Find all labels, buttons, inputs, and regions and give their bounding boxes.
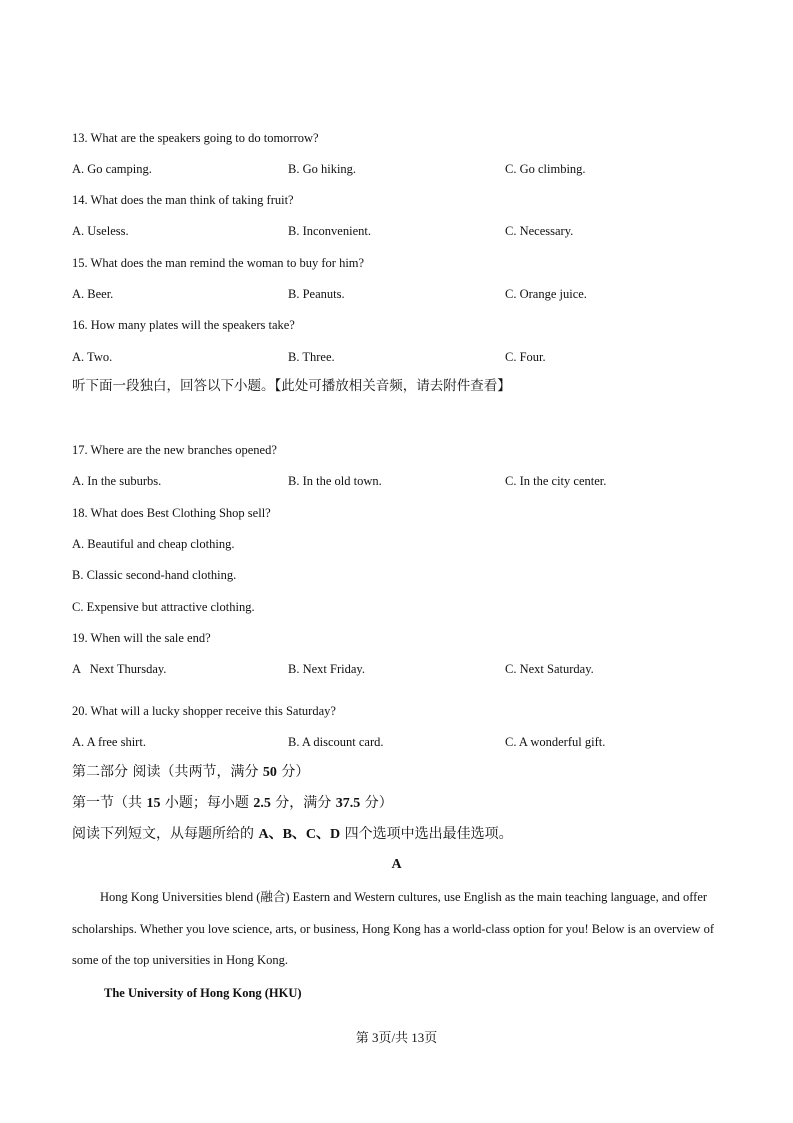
q14-option-a: A. Useless.: [72, 224, 129, 238]
section1-count: 15: [146, 796, 161, 811]
q20-option-b: B. A discount card.: [288, 735, 384, 749]
section1-post: 分）: [360, 795, 393, 811]
reading-instruction-pre: 阅读下列短文，从每题所给的: [72, 826, 259, 842]
q17-option-c: C. In the city center.: [505, 474, 607, 488]
reading-instruction-post: 四个选项中选出最佳选项。: [340, 826, 513, 842]
part2-heading: [72, 763, 309, 782]
part2-heading-post: 分）: [276, 764, 310, 780]
question-14: 14. What does the man think of taking fruit?: [72, 193, 294, 207]
question-19: 19. When will the sale end?: [72, 631, 211, 645]
part2-heading-pre: 第二部分 阅读（共两节，满分: [72, 764, 263, 780]
q18-option-a: A. Beautiful and cheap clothing.: [72, 537, 235, 551]
reading-instruction-options: A、B、C、D: [258, 827, 341, 842]
q13-option-c: C. Go climbing.: [505, 162, 586, 176]
question-15: 15. What does the man remind the woman to buy for him?: [72, 256, 365, 270]
section1-heading: [72, 794, 393, 813]
question-17: 17. Where are the new branches opened?: [72, 443, 277, 457]
q17-option-b: B. In the old town.: [288, 474, 382, 488]
monologue-instruction: 听下面一段独白，回答以下小题。【此处可播放相关音频，请去附件查看】: [72, 378, 511, 394]
question-18: 18. What does Best Clothing Shop sell?: [72, 506, 271, 520]
q19-option-c: C. Next Saturday.: [505, 662, 594, 676]
page-footer: 第 3页/共 13页: [355, 1030, 438, 1045]
q13-option-a: A. Go camping.: [72, 162, 152, 176]
q15-option-c: C. Orange juice.: [505, 287, 587, 301]
q17-option-a: A. In the suburbs.: [72, 474, 162, 488]
q19-option-a: A Next Thursday.: [72, 662, 167, 676]
q20-option-a: A. A free shirt.: [72, 735, 146, 749]
question-16: 16. How many plates will the speakers take?: [72, 318, 295, 332]
q19-option-b: B. Next Friday.: [288, 662, 365, 676]
university-heading: The University of Hong Kong (HKU): [104, 986, 302, 1000]
reading-instruction: [72, 825, 513, 844]
q18-option-c: C. Expensive but attractive clothing.: [72, 600, 255, 614]
q14-option-c: C. Necessary.: [505, 224, 574, 238]
q14-option-b: B. Inconvenient.: [288, 224, 371, 238]
passage-intro: [72, 882, 722, 977]
passage-intro-text: Hong Kong Universities blend (融合) Eastern and Western cultures, use English as the main teaching language, and offer scholarships. Whether you love science, arts, or business, Hong Kong has a world-class option for you! Below is an overview of some of the top universities in Hong Kong.: [72, 890, 714, 967]
section1-pre: 第一节（共: [72, 795, 147, 811]
section1-total: 37.5: [335, 796, 361, 811]
q15-option-a: A. Beer.: [72, 287, 114, 301]
q16-option-a: A. Two.: [72, 350, 113, 364]
section1-each: 2.5: [253, 796, 271, 811]
question-13: 13. What are the speakers going to do tomorrow?: [72, 131, 319, 145]
q13-option-b: B. Go hiking.: [288, 162, 357, 176]
passage-label: A: [391, 857, 402, 872]
question-20: 20. What will a lucky shopper receive this Saturday?: [72, 704, 336, 718]
q18-option-b: B. Classic second-hand clothing.: [72, 568, 237, 582]
q16-option-b: B. Three.: [288, 350, 335, 364]
section1-mid2: 分，满分: [270, 795, 336, 811]
section1-mid1: 小题；每小题: [160, 795, 254, 811]
q15-option-b: B. Peanuts.: [288, 287, 345, 301]
part2-score: 50: [262, 765, 277, 780]
q20-option-c: C. A wonderful gift.: [505, 735, 606, 749]
q16-option-c: C. Four.: [505, 350, 546, 364]
